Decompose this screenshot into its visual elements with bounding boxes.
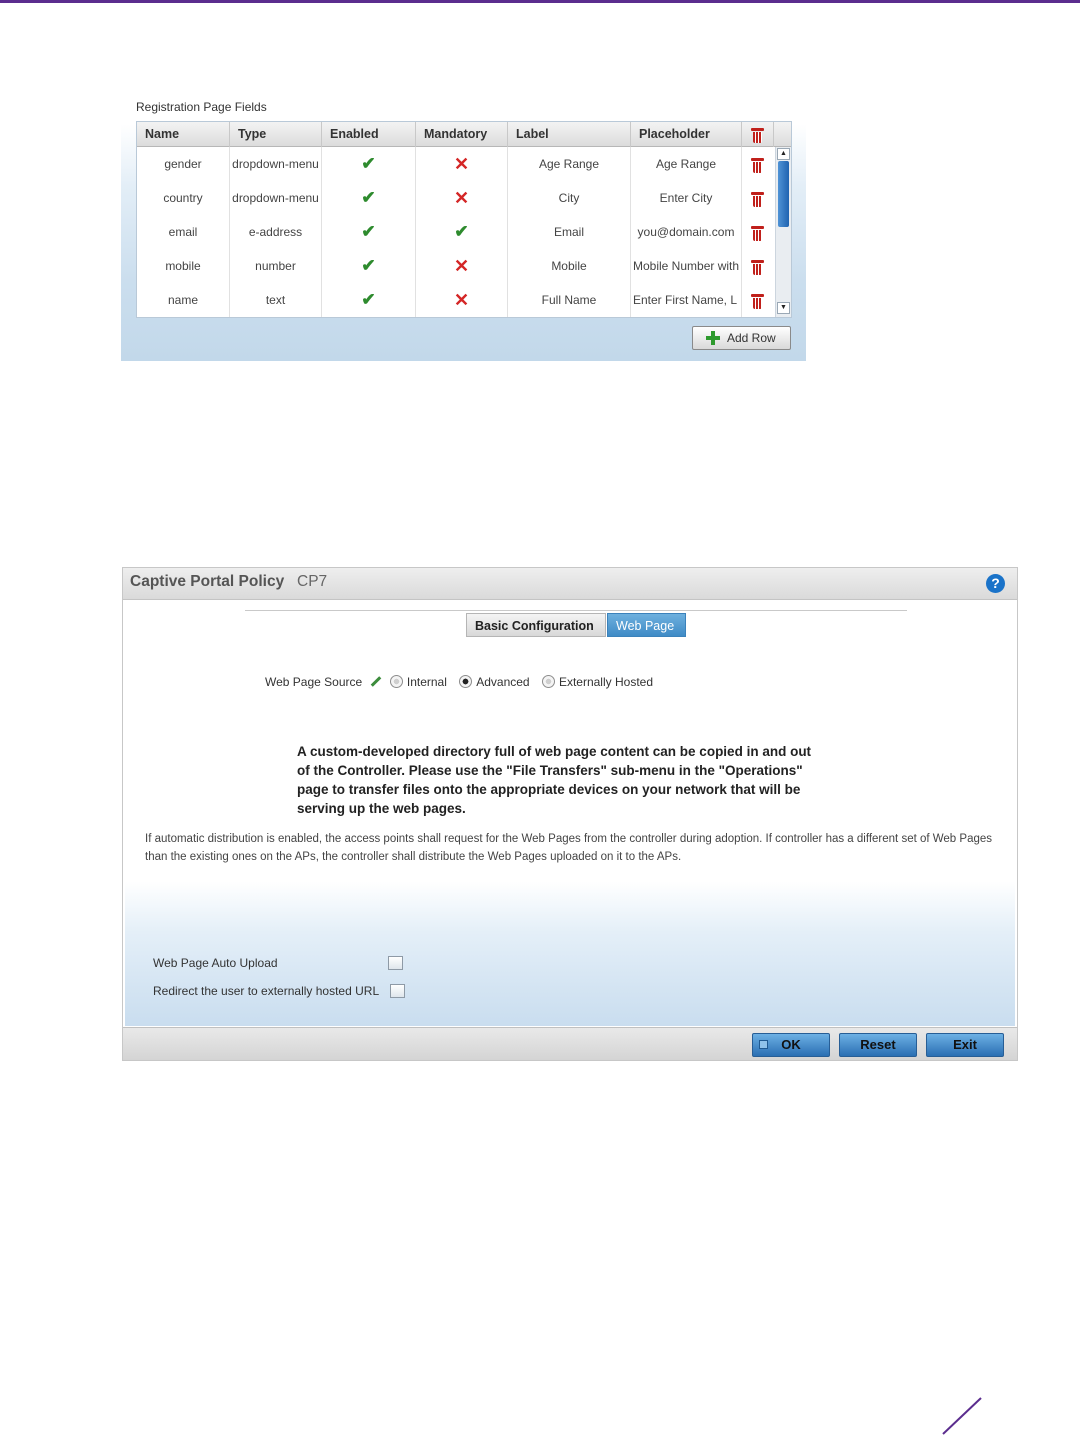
row-name: country (137, 181, 230, 215)
column-header-delete (742, 122, 774, 147)
web-page-source-label: Web Page Source (265, 674, 363, 689)
radio-externally-hosted-label: Externally Hosted (558, 674, 653, 689)
column-header-mandatory[interactable]: Mandatory (416, 122, 508, 147)
pencil-icon (370, 677, 381, 688)
radio-externally-hosted[interactable] (542, 675, 555, 688)
table-row (137, 249, 773, 283)
help-icon[interactable]: ? (986, 574, 1005, 593)
row-name: email (137, 215, 230, 249)
cross-icon: ✕ (453, 290, 470, 310)
trash-icon (751, 191, 764, 207)
cross-icon: ✕ (453, 256, 470, 276)
row-enabled (322, 249, 416, 283)
check-icon: ✔ (361, 154, 376, 173)
web-page-auto-upload-checkbox[interactable] (388, 956, 403, 970)
row-label: City (508, 181, 631, 215)
page-corner-mark (940, 1396, 984, 1436)
dialog-header (123, 568, 1017, 600)
table-row (137, 283, 773, 317)
row-placeholder: Enter City (631, 181, 742, 215)
row-placeholder: Mobile Number with (631, 249, 742, 283)
row-type: dropdown-menu (230, 181, 322, 215)
plus-icon (706, 331, 720, 345)
row-enabled (322, 283, 416, 317)
cross-icon: ✕ (453, 154, 470, 174)
auto-distribution-info-text: If automatic distribution is enabled, the access points shall request for the Web Pages from the controller during adoption. If controller has a different set of Web Pages than the existing ones on the APs, the controller shall distribute the Web Pages uploaded on it to the APs. (145, 833, 993, 863)
table-header (137, 122, 791, 147)
radio-internal-label: Internal (406, 674, 447, 689)
ok-label: OK (781, 1037, 801, 1052)
radio-advanced[interactable] (459, 675, 472, 688)
row-name: mobile (137, 249, 230, 283)
captive-portal-policy-dialog (122, 567, 1018, 1061)
dialog-title: Captive Portal Policy (130, 573, 285, 590)
row-mandatory (416, 215, 508, 249)
trash-icon (751, 259, 764, 275)
tab-web-page[interactable]: Web Page (607, 613, 686, 637)
row-enabled (322, 147, 416, 181)
row-mandatory (416, 249, 508, 283)
row-mandatory (416, 147, 508, 181)
delete-row-button[interactable] (742, 147, 773, 181)
registration-fields-title: Registration Page Fields (136, 100, 267, 114)
tab-basic-configuration[interactable]: Basic Configuration (466, 613, 606, 637)
row-type: number (230, 249, 322, 283)
add-row-label: Add Row (727, 331, 776, 345)
page-top-rule (0, 0, 1080, 3)
table-row (137, 181, 773, 215)
registration-fields-table (136, 121, 792, 318)
row-mandatory (416, 181, 508, 215)
delete-row-button[interactable] (742, 215, 773, 249)
row-placeholder: Age Range (631, 147, 742, 181)
web-page-auto-upload-label: Web Page Auto Upload (153, 956, 278, 970)
redirect-external-url-checkbox[interactable] (390, 984, 405, 998)
scroll-down-arrow-icon[interactable]: ▼ (777, 302, 790, 314)
row-label: Mobile (508, 249, 631, 283)
row-type: dropdown-menu (230, 147, 322, 181)
row-type: e-address (230, 215, 322, 249)
delete-row-button[interactable] (742, 181, 773, 215)
add-row-button[interactable] (692, 326, 791, 350)
reset-button[interactable]: Reset (839, 1033, 917, 1057)
scrollbar-thumb[interactable] (778, 161, 789, 227)
row-enabled (322, 181, 416, 215)
ok-button[interactable] (752, 1033, 830, 1057)
scroll-up-arrow-icon[interactable]: ▲ (777, 148, 790, 160)
dialog-body (125, 601, 1015, 1026)
row-name: name (137, 283, 230, 317)
column-header-enabled[interactable]: Enabled (322, 122, 416, 147)
column-header-name[interactable]: Name (137, 122, 230, 147)
radio-advanced-label: Advanced (476, 674, 530, 689)
policy-name: CP7 (297, 573, 328, 590)
tab-divider (245, 610, 907, 611)
check-icon: ✔ (361, 290, 376, 309)
exit-button[interactable]: Exit (926, 1033, 1004, 1057)
table-row (137, 147, 773, 181)
row-mandatory (416, 283, 508, 317)
table-scrollbar[interactable] (775, 147, 791, 317)
check-icon: ✔ (454, 222, 469, 241)
ok-icon (759, 1040, 768, 1049)
trash-icon (751, 225, 764, 241)
trash-icon (751, 127, 764, 143)
check-icon: ✔ (361, 256, 376, 275)
row-label: Email (508, 215, 631, 249)
row-placeholder: Enter First Name, L (631, 283, 742, 317)
radio-internal[interactable] (390, 675, 403, 688)
check-icon: ✔ (361, 222, 376, 241)
redirect-external-url-label: Redirect the user to externally hosted URL (153, 984, 380, 998)
cross-icon: ✕ (453, 188, 470, 208)
row-placeholder: you@domain.com (631, 215, 742, 249)
registration-page-fields-panel (121, 92, 806, 361)
row-enabled (322, 215, 416, 249)
delete-row-button[interactable] (742, 283, 773, 317)
dialog-footer (123, 1027, 1017, 1060)
row-name: gender (137, 147, 230, 181)
advanced-info-text: A custom-developed directory full of web page content can be copied in and out of the Controller. Please use the "File Transfers" sub-menu in the "Operations" page to transfer files onto the appropriate devices on your network that will be serving up the web pages. (297, 744, 812, 816)
trash-icon (751, 293, 764, 309)
column-header-type[interactable]: Type (230, 122, 322, 147)
trash-icon (751, 157, 764, 173)
column-header-label[interactable]: Label (508, 122, 631, 147)
web-page-source-row (265, 674, 659, 689)
delete-row-button[interactable] (742, 249, 773, 283)
row-label: Full Name (508, 283, 631, 317)
row-label: Age Range (508, 147, 631, 181)
table-row (137, 215, 773, 249)
row-type: text (230, 283, 322, 317)
check-icon: ✔ (361, 188, 376, 207)
column-header-placeholder[interactable]: Placeholder (631, 122, 742, 147)
